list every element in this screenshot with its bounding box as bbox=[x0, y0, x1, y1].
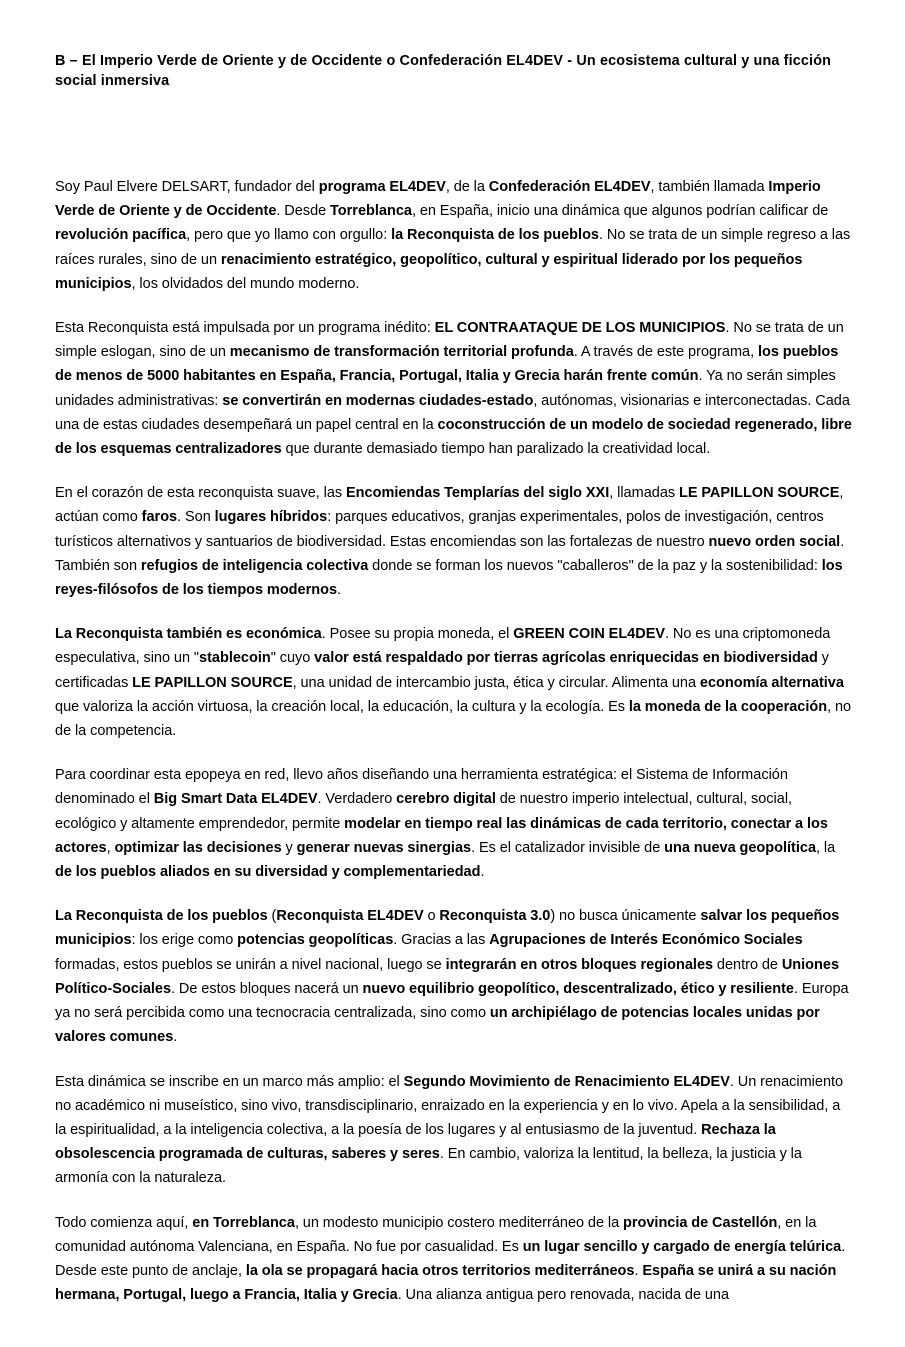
text-run-bold: Confederación EL4DEV bbox=[488, 179, 651, 195]
text-run-bold: lugares híbridos bbox=[214, 509, 328, 526]
text-run: . Posee su propia moneda, el bbox=[321, 626, 514, 643]
text-run: , pero que yo llamo con orgullo: bbox=[186, 227, 392, 244]
text-run: , en la comunidad autónoma Valenciana, en España. No fue por casualidad. Es bbox=[55, 1214, 817, 1255]
text-run-bold: los reyes-filósofos de los tiempos modernos bbox=[55, 557, 843, 599]
text-run: , de la bbox=[445, 179, 489, 195]
text-run-bold: EL CONTRAATAQUE DE LOS MUNICIPIOS bbox=[434, 320, 726, 337]
text-run-bold: economía alternativa bbox=[699, 674, 844, 691]
text-run: . Europa ya no será percibida como una tecnocracia centralizada, sino como bbox=[55, 980, 849, 1022]
page-title: B – El Imperio Verde de Oriente y de Occidente o Confederación EL4DEV - Un ecosistema cultural y una ficción social inmersiva bbox=[55, 53, 832, 89]
text-run: formadas, estos pueblos se unirán a nivel nacional, luego se bbox=[55, 956, 446, 973]
text-run-bold: optimizar las decisiones bbox=[114, 839, 282, 856]
text-run-bold: la Reconquista de los pueblos bbox=[391, 227, 599, 244]
text-run: , autónomas, visionarias e interconectadas. Cada una de estas ciudades desempeñará un papel central en la bbox=[55, 392, 850, 433]
text-run: , la bbox=[816, 839, 836, 856]
text-run: . Es el catalizador invisible de bbox=[471, 839, 665, 856]
text-run-bold: generar nuevas sinergias bbox=[296, 839, 472, 856]
text-run: Esta dinámica se inscribe en un marco más amplio: el bbox=[55, 1073, 404, 1090]
text-run: . También son bbox=[55, 533, 845, 574]
text-run-bold: de los pueblos aliados en su diversidad y complementariedad bbox=[55, 864, 481, 881]
text-run-bold: Reconquista 3.0 bbox=[439, 908, 551, 925]
text-run-bold: Big Smart Data EL4DEV bbox=[153, 791, 318, 808]
text-run: . bbox=[634, 1262, 643, 1279]
text-run: . Un renacimiento no académico ni museístico, sino vivo, transdisciplinario, enraizado en la experiencia y en lo vivo. Apela a la sensibilidad, a la espiritualidad, a la inteligencia colectiva, a la poesía de los lugares y al entusiasmo de la juventud. bbox=[55, 1073, 844, 1138]
text-run-bold: nuevo equilibrio geopolítico, descentralizado, ético y resiliente bbox=[362, 980, 794, 997]
text-run-bold: faros bbox=[141, 509, 178, 526]
text-run-bold: revolución pacífica bbox=[55, 227, 187, 244]
text-run: ( bbox=[267, 908, 277, 925]
text-run: , llamadas bbox=[609, 485, 679, 502]
paragraph bbox=[55, 175, 852, 296]
paragraph bbox=[55, 481, 852, 602]
text-run: Soy Paul Elvere DELSART, fundador del bbox=[55, 179, 319, 195]
text-run-bold: una nueva geopolítica bbox=[664, 839, 817, 856]
paragraph bbox=[55, 316, 852, 461]
text-run-bold: integrarán en otros bloques regionales bbox=[445, 956, 714, 973]
text-run-bold: potencias geopolíticas bbox=[237, 932, 394, 949]
text-run-bold: la moneda de la cooperación bbox=[628, 698, 828, 715]
text-run-bold: Imperio Verde de Oriente y de Occidente bbox=[55, 179, 821, 220]
text-run: , no de la competencia. bbox=[55, 698, 852, 740]
title-body-spacer bbox=[55, 91, 850, 175]
text-run: Para coordinar esta epopeya en red, llevo años diseñando una herramienta estratégica: el Sistema de Información denominado el bbox=[55, 767, 788, 808]
text-run-bold: La Reconquista de los pueblos bbox=[55, 908, 268, 925]
text-run-bold: Reconquista EL4DEV bbox=[276, 908, 424, 925]
text-run: , también llamada bbox=[650, 179, 769, 195]
text-run: , un modesto municipio costero mediterráneo de la bbox=[294, 1214, 623, 1231]
paragraph bbox=[55, 904, 852, 1049]
text-run-bold: Uniones Político-Sociales bbox=[55, 956, 840, 997]
text-run: y certificadas bbox=[55, 650, 829, 691]
text-run-bold: España se unirá a su nación hermana, Portugal, luego a Francia, Italia y Grecia bbox=[55, 1262, 837, 1304]
text-run: . bbox=[337, 582, 342, 599]
text-run: Todo comienza aquí, bbox=[55, 1214, 193, 1231]
text-run-bold: mecanismo de transformación territorial profunda bbox=[229, 344, 574, 361]
document-body bbox=[55, 175, 850, 1307]
text-run-bold: en Torreblanca bbox=[192, 1214, 295, 1231]
paragraph bbox=[55, 622, 852, 743]
text-run-bold: Segundo Movimiento de Renacimiento EL4DEV bbox=[403, 1073, 730, 1090]
text-run: : parques educativos, granjas experimentales, polos de investigación, centros turísticos alternativos y santuarios de biodiversidad. Estas encomiendas son las fortalezas de nuestro bbox=[55, 509, 824, 550]
text-run: . No se trata de un simple regreso a las raíces rurales, sino de un bbox=[55, 227, 851, 268]
text-run: de nuestro imperio intelectual, cultural, social, ecológico y altamente emprendedor, permite bbox=[55, 791, 793, 832]
text-run: . Ya no serán simples unidades administrativas: bbox=[55, 368, 836, 409]
text-run: , actúan como bbox=[55, 485, 844, 526]
text-run-bold: la ola se propagará hacia otros territorios mediterráneos bbox=[245, 1262, 635, 1279]
text-run-bold: Rechaza la obsolescencia programada de culturas, saberes y seres bbox=[55, 1121, 776, 1163]
text-run: , bbox=[106, 839, 115, 856]
text-run: . bbox=[480, 864, 485, 881]
text-run: . Desde este punto de anclaje, bbox=[55, 1238, 846, 1279]
text-run-bold: un lugar sencillo y cargado de energía telúrica bbox=[522, 1238, 842, 1255]
text-run: En el corazón de esta reconquista suave, las bbox=[55, 485, 346, 502]
text-run: . No es una criptomoneda especulativa, sino un " bbox=[55, 626, 831, 667]
text-run-bold: refugios de inteligencia colectiva bbox=[140, 557, 369, 574]
text-run-bold: Encomiendas Templarías del siglo XXI bbox=[346, 485, 610, 502]
paragraph bbox=[55, 1211, 852, 1308]
text-run: , los olvidados del mundo moderno. bbox=[131, 275, 360, 292]
text-run: y bbox=[281, 839, 297, 856]
text-run-bold: un archipiélago de potencias locales unidas por valores comunes bbox=[55, 1005, 820, 1046]
text-run-bold: programa EL4DEV bbox=[318, 179, 446, 195]
text-run: Esta Reconquista está impulsada por un programa inédito: bbox=[55, 320, 435, 337]
text-run: " cuyo bbox=[270, 650, 315, 667]
text-run-bold: Agrupaciones de Interés Económico Sociales bbox=[489, 932, 803, 949]
text-run: . No se trata de un simple eslogan, sino de un bbox=[55, 320, 844, 361]
text-run: . Desde bbox=[276, 203, 331, 220]
text-run-bold: nuevo orden social bbox=[708, 533, 841, 550]
text-run: donde se forman los nuevos "caballeros" de la paz y la sostenibilidad: bbox=[368, 557, 822, 574]
text-run: . Son bbox=[177, 509, 215, 526]
text-run-bold: salvar los pequeños municipios bbox=[55, 908, 840, 949]
text-run: . A través de este programa, bbox=[573, 344, 758, 361]
text-run-bold: valor está respaldado por tierras agrícolas enriquecidas en biodiversidad bbox=[314, 650, 818, 667]
text-run: dentro de bbox=[713, 956, 782, 973]
text-run: , una unidad de intercambio justa, ética y circular. Alimenta una bbox=[292, 674, 700, 691]
text-run: : los erige como bbox=[131, 932, 238, 949]
paragraph bbox=[55, 763, 852, 884]
text-run-bold: provincia de Castellón bbox=[623, 1214, 778, 1231]
text-run-bold: LE PAPILLON SOURCE bbox=[678, 485, 840, 502]
text-run: . Una alianza antigua pero renovada, nacida de una bbox=[397, 1287, 730, 1304]
text-run: que valoriza la acción virtuosa, la creación local, la educación, la cultura y la ecología. Es bbox=[55, 698, 629, 715]
text-run-bold: los pueblos de menos de 5000 habitantes en España, Francia, Portugal, Italia y Grecia harán frente común bbox=[55, 344, 839, 385]
text-run: . En cambio, valoriza la lentitud, la belleza, la justicia y la armonía con la naturaleza. bbox=[55, 1146, 802, 1187]
text-run-bold: coconstrucción de un modelo de sociedad regenerado, libre de los esquemas centralizadores bbox=[55, 416, 852, 458]
text-run: . Gracias a las bbox=[393, 932, 490, 949]
text-run: , en España, inicio una dinámica que algunos podrían calificar de bbox=[411, 203, 829, 220]
text-run-bold: LE PAPILLON SOURCE bbox=[132, 674, 293, 691]
text-run-bold: modelar en tiempo real las dinámicas de cada territorio, conectar a los actores bbox=[55, 815, 828, 856]
text-run: . Verdadero bbox=[317, 791, 397, 808]
text-run: . De estos bloques nacerá un bbox=[171, 980, 363, 997]
text-run: ) no busca únicamente bbox=[550, 908, 701, 925]
text-run-bold: Torreblanca bbox=[330, 203, 412, 220]
text-run-bold: stablecoin bbox=[199, 650, 271, 667]
text-run-bold: se convertirán en modernas ciudades-estado bbox=[222, 392, 534, 409]
text-run-bold: GREEN COIN EL4DEV bbox=[513, 626, 666, 643]
text-run-bold: La Reconquista también es económica bbox=[55, 626, 322, 643]
text-run-bold: renacimiento estratégico, geopolítico, cultural y espiritual liderado por los pequeños municipios bbox=[55, 251, 803, 292]
text-run: que durante demasiado tiempo han paralizado la creatividad local. bbox=[281, 441, 711, 458]
text-run: . bbox=[173, 1029, 178, 1046]
paragraph bbox=[55, 1070, 852, 1191]
text-run-bold: cerebro digital bbox=[396, 791, 496, 808]
text-run: o bbox=[423, 908, 440, 925]
